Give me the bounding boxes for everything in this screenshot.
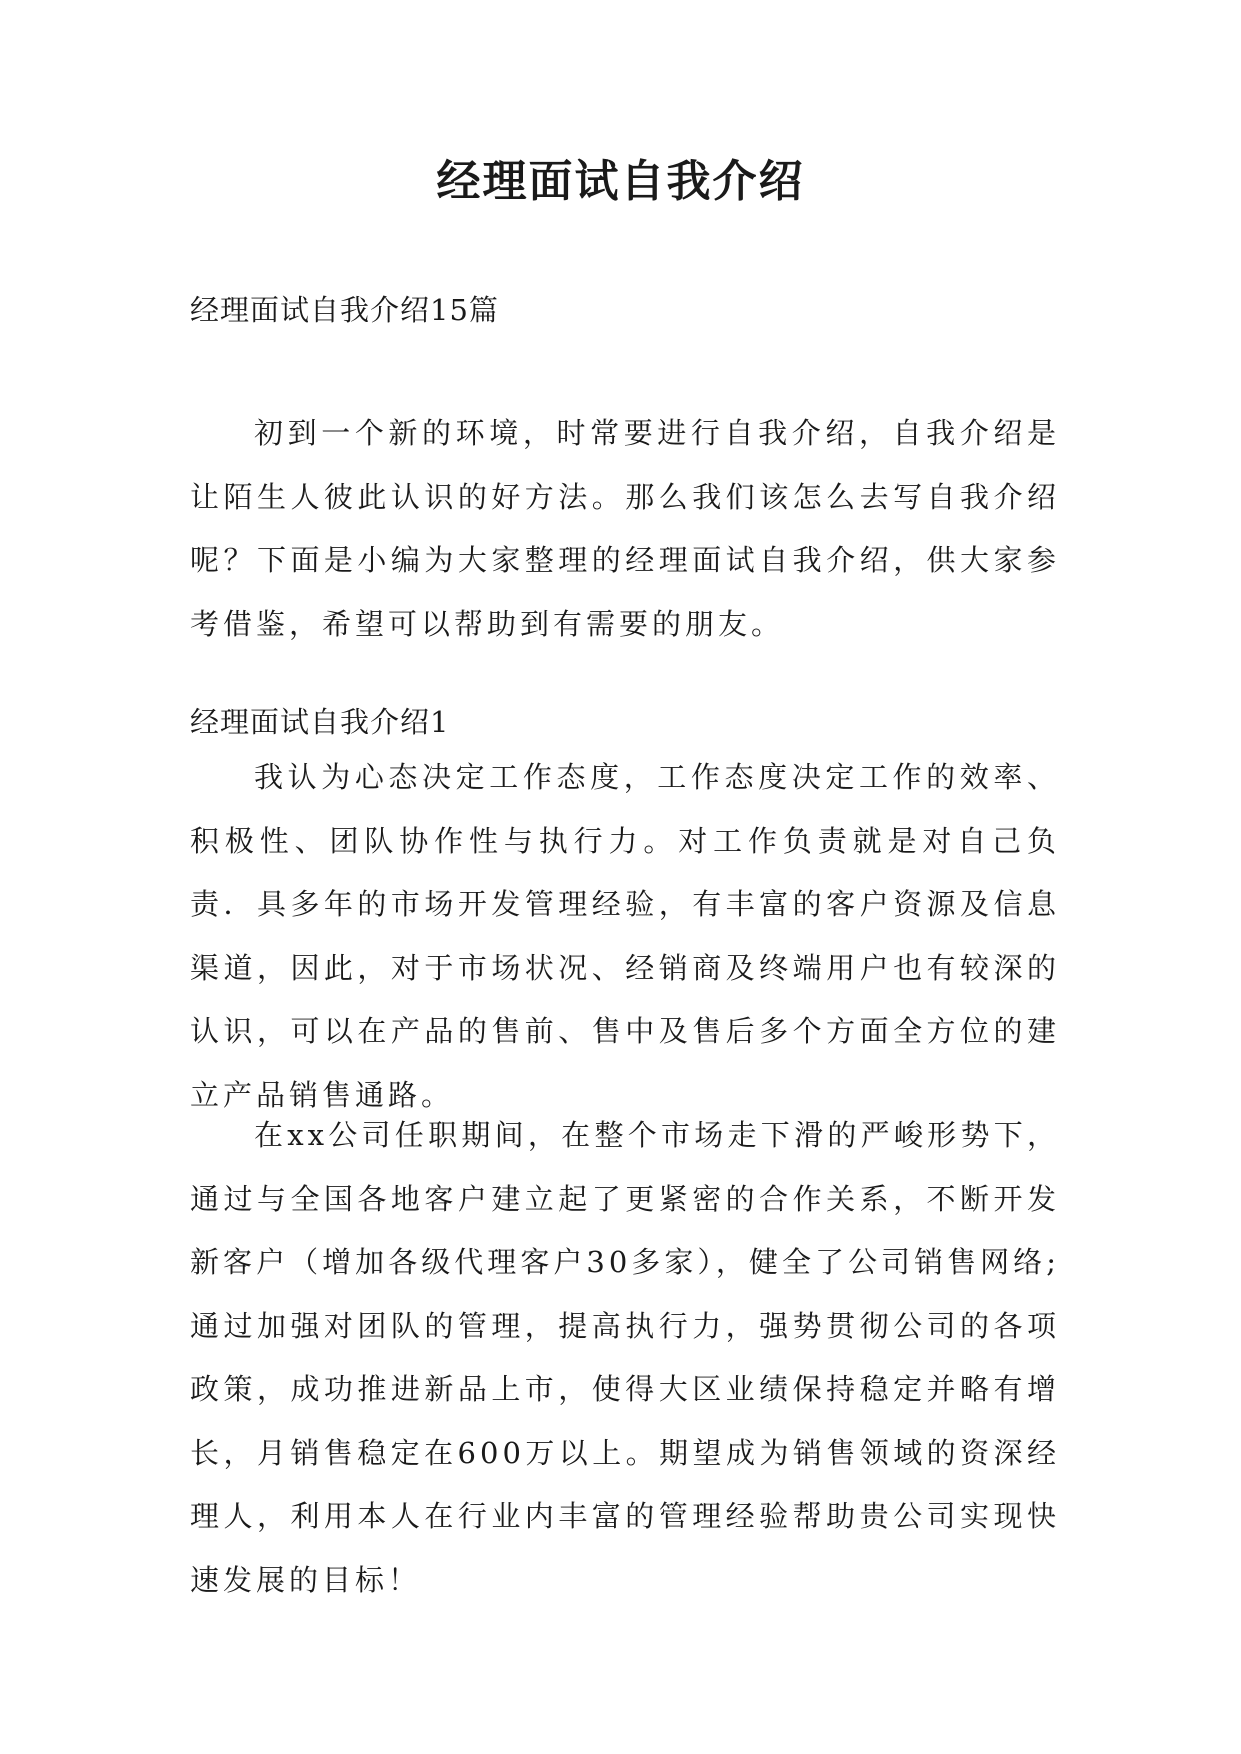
document-subtitle: 经理面试自我介绍15篇 bbox=[190, 293, 499, 327]
section-heading: 经理面试自我介绍1 bbox=[190, 705, 450, 739]
section-paragraph-2: 在xx公司任职期间，在整个市场走下滑的严峻形势下，通过与全国各地客户建立起了更紧密的合作关系，不断开发新客户（增加各级代理客户30多家），健全了公司销售网络;通过加强对团队的管理，提高执行力，强势贯彻公司的各项政策，成功推进新品上市，使得大区业绩保持稳定并略有增长，月销售稳定在600万以上。期望成为销售领域的资深经理人，利用本人在行业内丰富的管理经验帮助贵公司实现快速发展的目标！ bbox=[190, 1118, 1060, 1597]
section-paragraph-1: 我认为心态决定工作态度，工作态度决定工作的效率、积极性、团队协作性与执行力。对工作负责就是对自己负责．具多年的市场开发管理经验，有丰富的客户资源及信息渠道，因此，对于市场状况、经销商及终端用户也有较深的认识，可以在产品的售前、售中及售后多个方面全方位的建立产品销售通路。 bbox=[190, 760, 1060, 1112]
page-title: 经理面试自我介绍 bbox=[436, 156, 805, 207]
intro-paragraph: 初到一个新的环境，时常要进行自我介绍，自我介绍是让陌生人彼此认识的好方法。那么我们该怎么去写自我介绍呢？下面是小编为大家整理的经理面试自我介绍，供大家参考借鉴，希望可以帮助到有需要的朋友。 bbox=[190, 416, 1060, 641]
